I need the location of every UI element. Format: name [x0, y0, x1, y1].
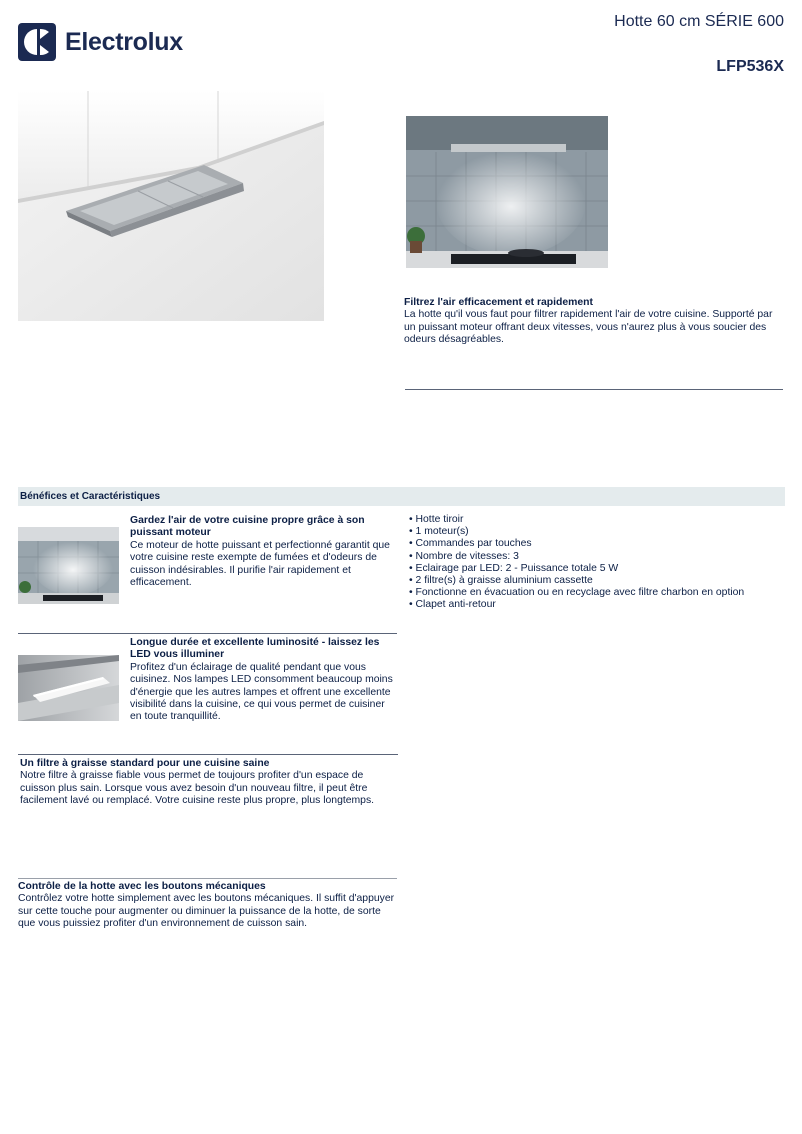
spec-item: • Nombre de vitesses: 3	[409, 550, 519, 562]
spec-item: • 2 filtre(s) à graisse aluminium cassette	[409, 575, 593, 587]
spec-item: • Fonctionne en évacuation ou en recyclage avec filtre charbon en option	[409, 587, 745, 599]
benefit-led-title: Longue durée et excellente luminosité - laissez les LED vous illuminer	[130, 637, 380, 661]
benefit-filter-body: Notre filtre à graisse fiable vous permet de toujours profiter d'un espace de cuisson plus sain. Lorsque vous avez besoin d'un nouveau filtre, il peut être facilement lavé ou remplacé. Votre cuisine reste plus propre, plus longtemps.	[20, 770, 375, 807]
benefit-controls	[18, 881, 396, 931]
electrolux-logo	[18, 22, 188, 62]
feature-block	[404, 297, 784, 347]
benefit-led-image	[18, 655, 119, 721]
spec-item: • Hotte tiroir	[409, 514, 464, 525]
spec-item: • 1 moteur(s)	[409, 526, 469, 538]
hero-product-image	[18, 91, 324, 321]
product-model: LFP536X	[716, 58, 784, 75]
benefit-led	[130, 637, 396, 724]
divider	[18, 633, 397, 634]
benefit-controls-title: Contrôle de la hotte avec les boutons mécaniques	[18, 881, 266, 892]
spec-item: • Commandes par touches	[409, 538, 532, 550]
product-title: Hotte 60 cm SÉRIE 600	[614, 13, 784, 30]
spec-item: • Clapet anti-retour	[409, 599, 496, 611]
divider	[18, 754, 398, 755]
benefit-motor-body: Ce moteur de hotte puissant et perfectionné garantit que votre cuisine reste exempte de fumées et d'odeurs de cuisson indésirables. Il purifie l'air rapidement et efficacement.	[130, 539, 390, 589]
benefit-led-body: Profitez d'un éclairage de qualité pendant que vous cuisinez. Nos lampes LED consomment beaucoup moins d'énergie que les autres lampes et offrent une excellente visibilité dans la cuisine, ce qui vous permet de cuisiner en toute tranquillité.	[130, 661, 393, 723]
divider	[18, 878, 397, 879]
spec-item: • Eclairage par LED: 2 - Puissance totale 5 W	[409, 562, 619, 574]
brand-name: Electrolux	[65, 27, 183, 56]
benefit-motor-title: Gardez l'air de votre cuisine propre grâce à son puissant moteur	[130, 515, 365, 539]
electrolux-logo-icon	[18, 23, 56, 61]
spec-list	[409, 514, 785, 612]
benefit-motor	[130, 515, 396, 589]
benefit-filter	[20, 758, 396, 808]
feature-title: Filtrez l'air efficacement et rapidement	[404, 297, 593, 308]
divider	[405, 389, 783, 390]
section-header: Bénéfices et Caractéristiques	[18, 487, 785, 506]
benefit-filter-title: Un filtre à graisse standard pour une cuisine saine	[20, 758, 270, 769]
feature-body: La hotte qu'il vous faut pour filtrer rapidement l'air de votre cuisine. Supporté par un puissant moteur offrant deux vitesses, vous n'aurez plus à vous soucier des odeurs désagréables.	[404, 309, 773, 346]
benefit-motor-image	[18, 527, 119, 604]
kitchen-steam-image	[406, 116, 608, 268]
benefit-controls-body: Contrôlez votre hotte simplement avec les boutons mécaniques. Il suffit d'appuyer sur cette touche pour augmenter ou diminuer la puissance de la hotte, de sorte que vous puissiez profiter d'un environnement de cuisson sain.	[18, 893, 395, 930]
